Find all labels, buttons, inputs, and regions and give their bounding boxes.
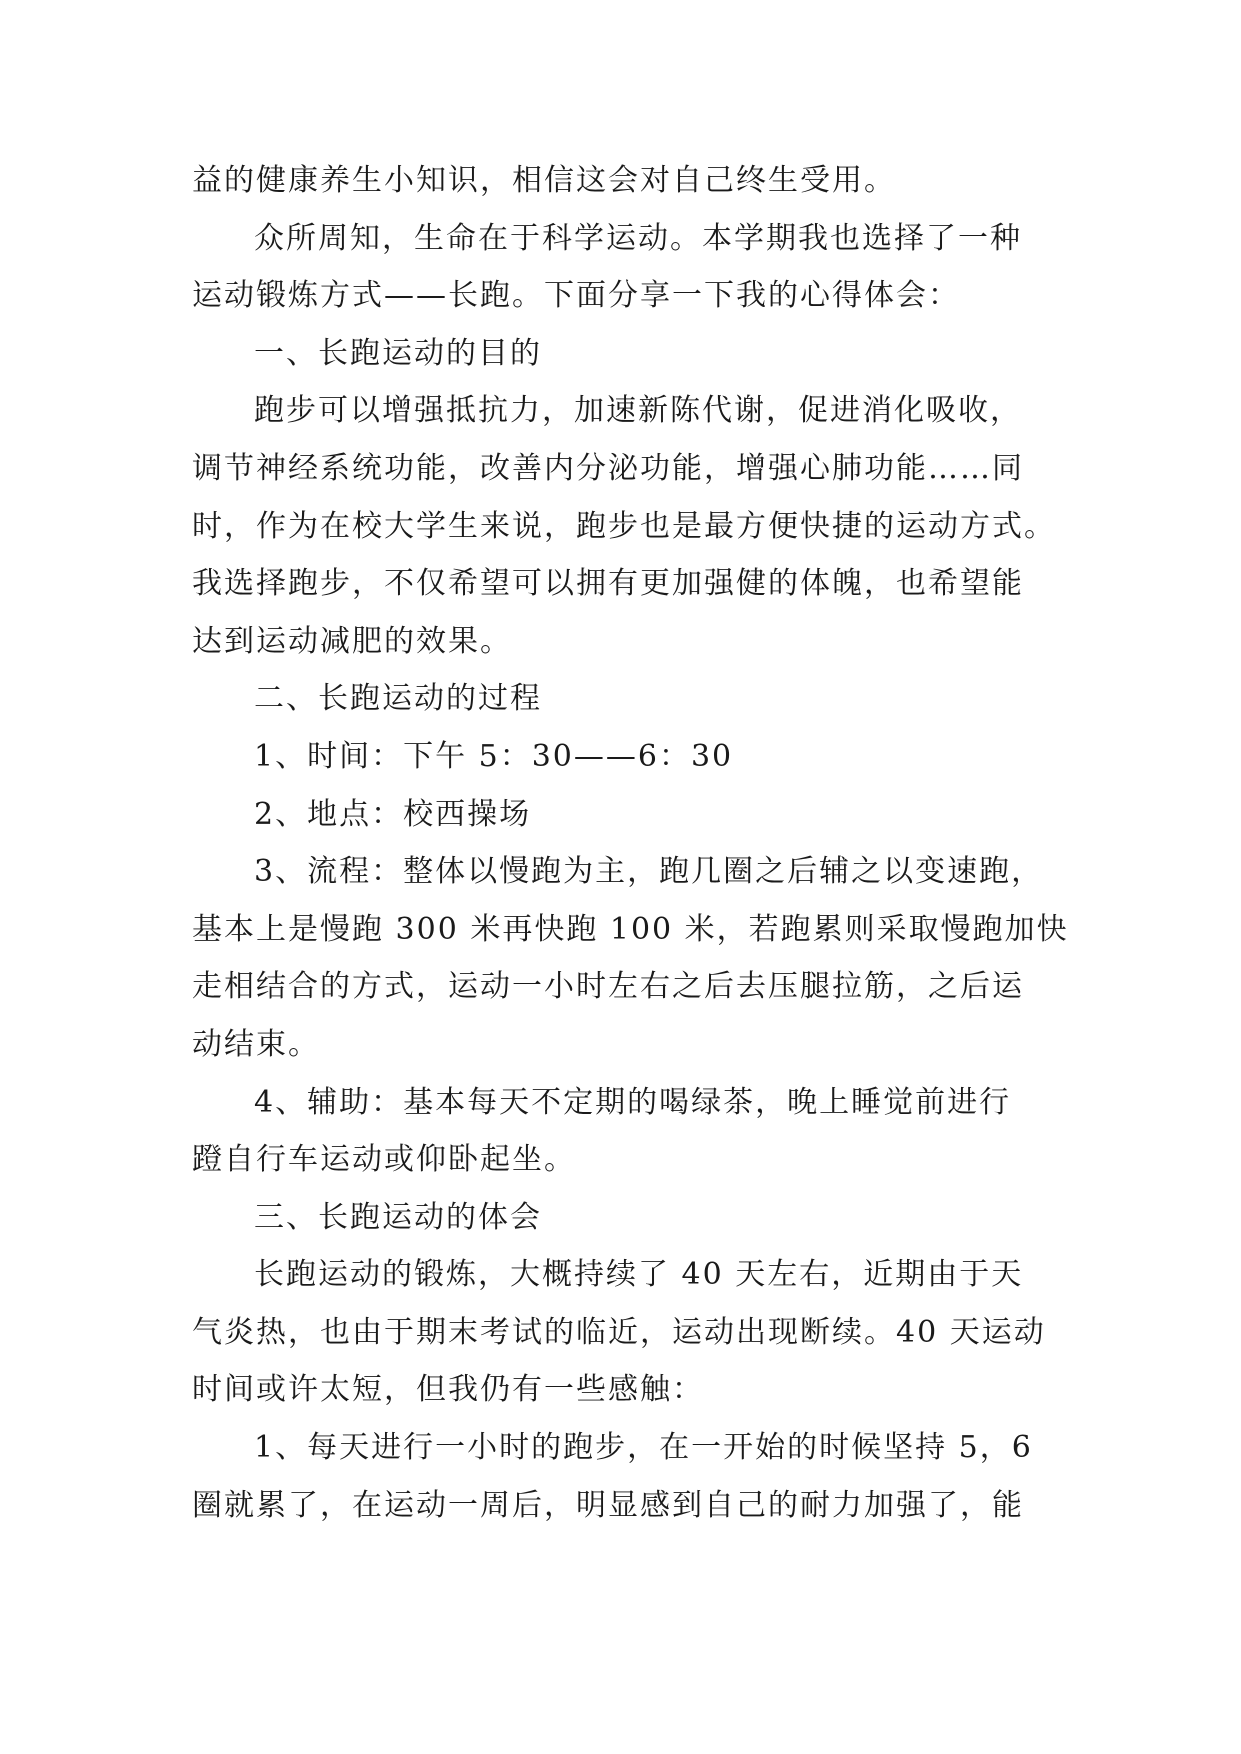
text-line: 时间或许太短，但我仍有一些感触：	[192, 1372, 704, 1408]
text-line: 我选择跑步，不仅希望可以拥有更加强健的体魄，也希望能	[192, 566, 1024, 602]
body-text	[192, 152, 1069, 1534]
list-item: 3、流程：整体以慢跑为主，跑几圈之后辅之以变速跑，	[254, 854, 1044, 890]
list-item: 1、时间：下午 5：30——6：30	[254, 738, 734, 774]
text-line: 调节神经系统功能，改善内分泌功能，增强心肺功能……同	[192, 450, 1024, 486]
text-line: 跑步可以增强抵抗力，加速新陈代谢，促进消化吸收，	[254, 393, 1022, 429]
list-item: 2、地点：校西操场	[254, 796, 532, 832]
section-heading: 一、长跑运动的目的	[254, 335, 542, 371]
text-line: 基本上是慢跑 300 米再快跑 100 米，若跑累则采取慢跑加快	[192, 911, 1069, 947]
list-item: 4、辅助：基本每天不定期的喝绿茶，晚上睡觉前进行	[254, 1084, 1012, 1120]
text-line: 运动锻炼方式——长跑。下面分享一下我的心得体会：	[192, 278, 960, 314]
text-line: 气炎热，也由于期末考试的临近，运动出现断续。40 天运动	[192, 1314, 1046, 1350]
list-item: 1、每天进行一小时的跑步，在一开始的时候坚持 5，6	[254, 1430, 1033, 1466]
section-heading: 三、长跑运动的体会	[254, 1199, 542, 1235]
text-line: 走相结合的方式，运动一小时左右之后去压腿拉筋，之后运	[192, 969, 1024, 1005]
text-line: 圈就累了，在运动一周后，明显感到自己的耐力加强了，能	[192, 1487, 1024, 1523]
text-line: 长跑运动的锻炼，大概持续了 40 天左右，近期由于天	[254, 1257, 1024, 1293]
text-line: 时，作为在校大学生来说，跑步也是最方便快捷的运动方式。	[192, 508, 1056, 544]
text-line: 益的健康养生小知识，相信这会对自己终生受用。	[192, 163, 896, 198]
text-line: 蹬自行车运动或仰卧起坐。	[192, 1142, 576, 1178]
section-heading: 二、长跑运动的过程	[254, 681, 542, 717]
text-line: 动结束。	[192, 1026, 320, 1062]
text-line: 众所周知，生命在于科学运动。本学期我也选择了一种	[254, 220, 1022, 256]
text-line: 达到运动减肥的效果。	[192, 623, 512, 659]
